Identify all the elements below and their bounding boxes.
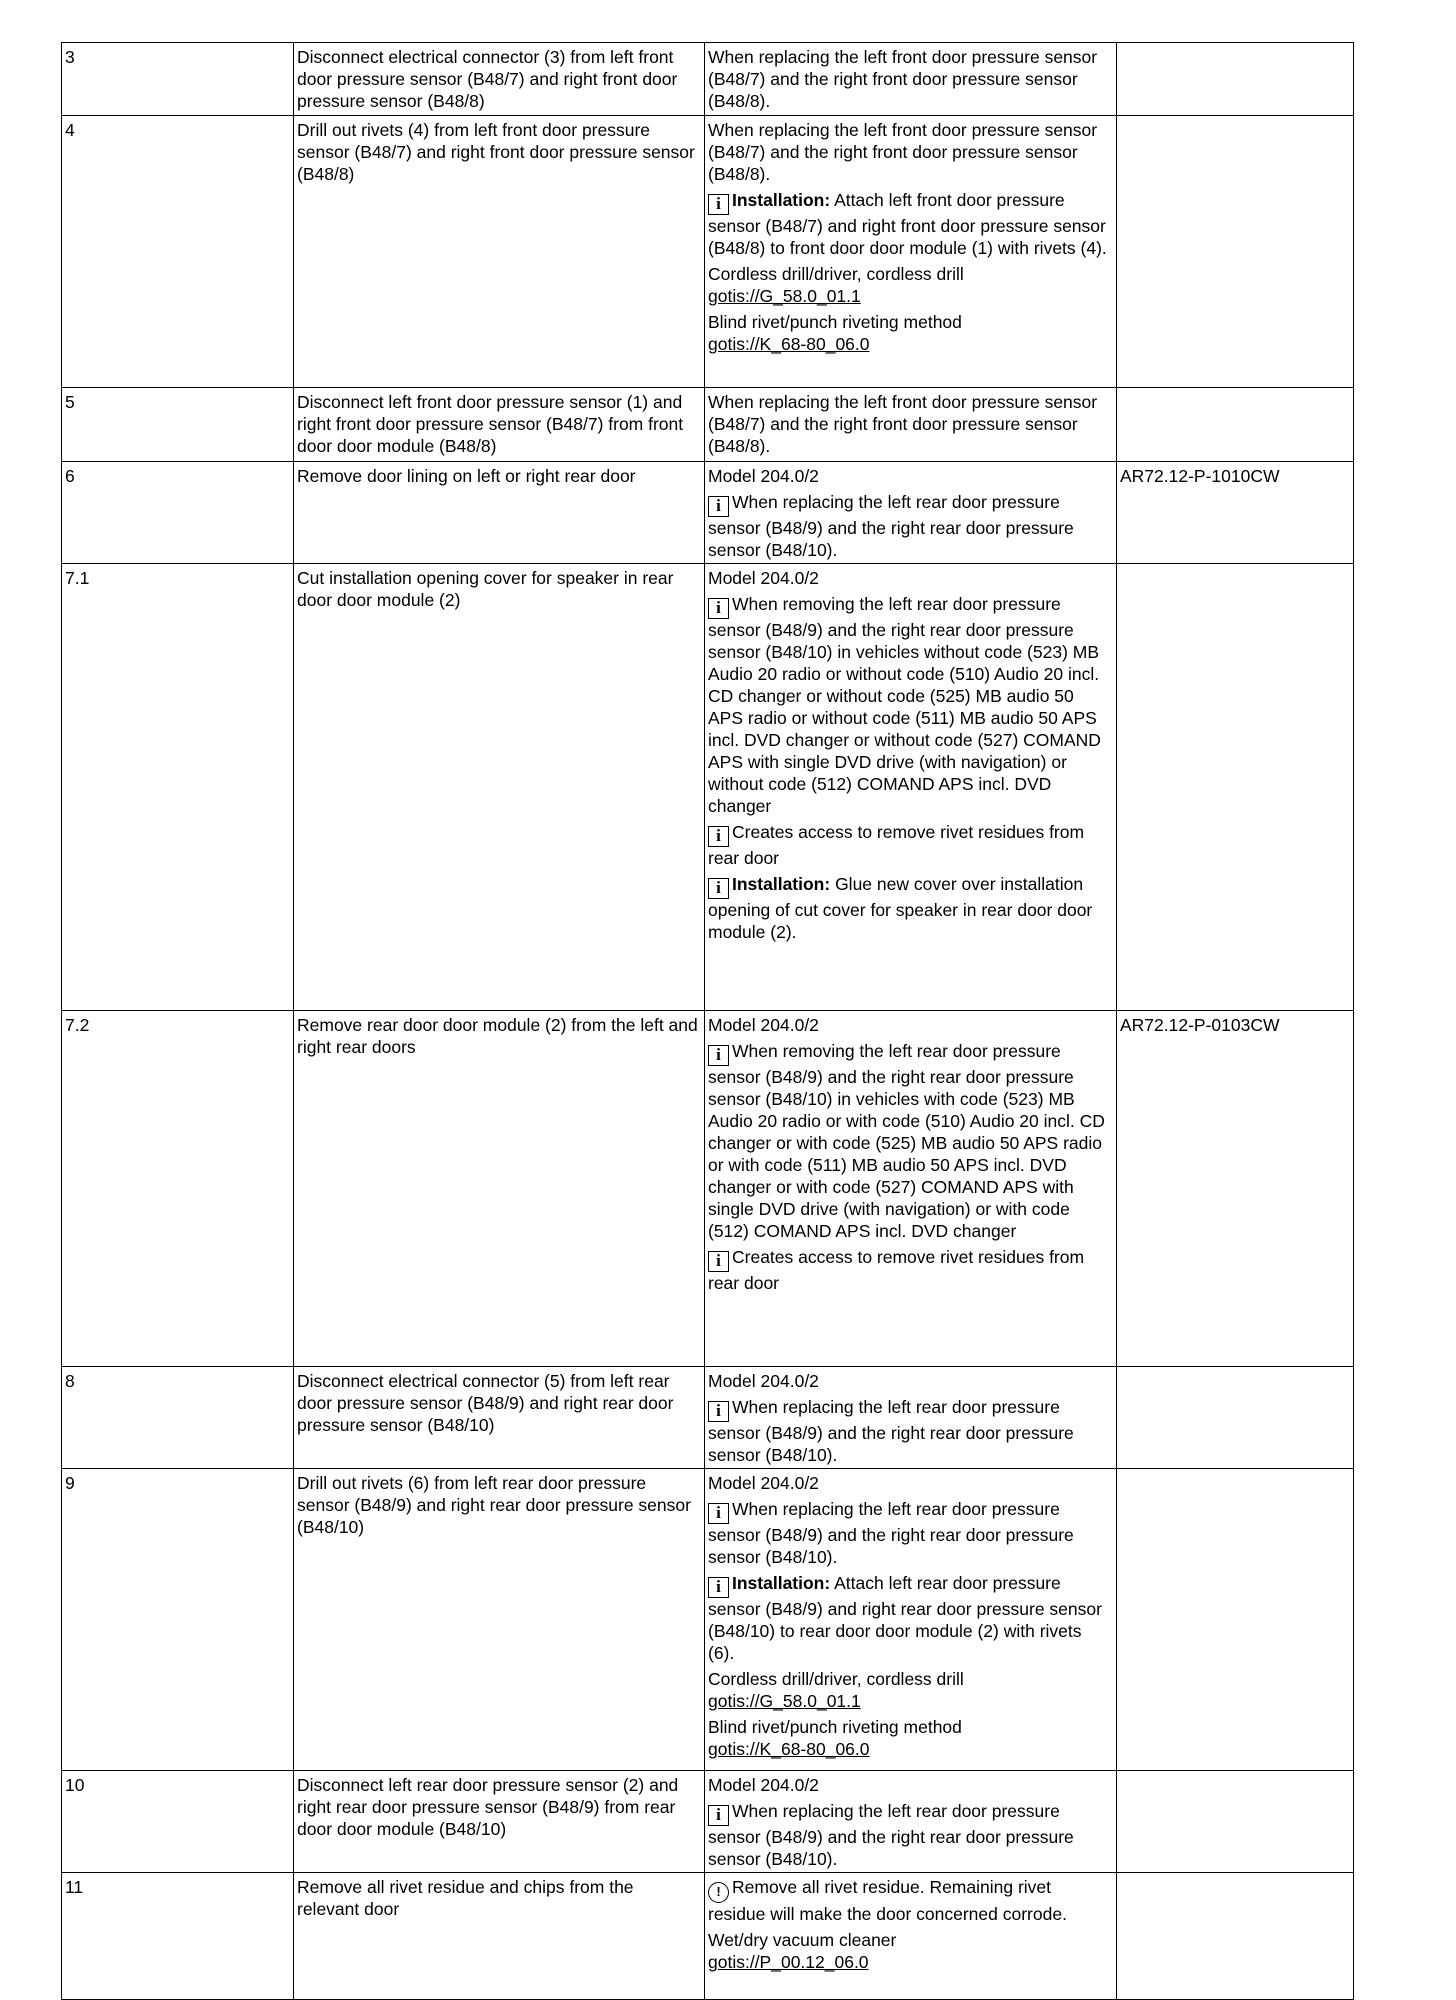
note-text: Remove all rivet residue. Remaining rivet residue will make the door concerned corrode. (708, 1877, 1067, 1924)
info-icon: i (708, 598, 729, 619)
info-icon: i (708, 1805, 729, 1826)
info-icon: i (708, 826, 729, 847)
step-number: 5 (62, 388, 294, 462)
step-number: 10 (62, 1771, 294, 1873)
installation-label: Installation: (732, 1573, 831, 1593)
note-info (708, 1396, 1111, 1466)
step-notes (705, 462, 1117, 564)
note-tool (708, 1716, 1111, 1760)
tool-link[interactable]: gotis://P_00.12_06.0 (708, 1952, 869, 1972)
note-text: When replacing the left rear door pressure sensor (B48/9) and the right rear door pressure sensor (B48/10). (708, 1397, 1074, 1465)
step-number: 4 (62, 116, 294, 388)
note-warn (708, 1876, 1111, 1925)
note-text: Model 204.0/2 (708, 1775, 819, 1795)
step-action: Cut installation opening cover for speaker in rear door door module (2) (294, 564, 705, 1011)
step-action: Drill out rivets (6) from left rear door pressure sensor (B48/9) and right rear door pressure sensor (B48/10) (294, 1469, 705, 1771)
tool-name: Wet/dry vacuum cleaner (708, 1930, 897, 1950)
step-action: Disconnect left front door pressure sensor (1) and right front door pressure sensor (B48/7) from front door door module (B48/8) (294, 388, 705, 462)
step-notes (705, 1873, 1117, 2000)
step-reference (1117, 116, 1354, 388)
note-text: When removing the left rear door pressure sensor (B48/9) and the right rear door pressure sensor (B48/10) in vehicles without code (523) MB Audio 20 radio or without code (510) Audio 20 incl. CD changer or without code (525) MB audio 50 APS radio or without code (511) MB audio 50 APS incl. DVD changer or without code (527) COMAND APS with single DVD drive (with navigation) or without code (512) COMAND APS incl. DVD changer (708, 594, 1101, 816)
note-info (708, 491, 1111, 561)
step-reference (1117, 1367, 1354, 1469)
note-info (708, 593, 1111, 817)
note-text: When replacing the left rear door pressure sensor (B48/9) and the right rear door pressure sensor (B48/10). (708, 1499, 1074, 1567)
step-reference (1117, 564, 1354, 1011)
note-text: When replacing the left rear door pressure sensor (B48/9) and the right rear door pressure sensor (B48/10). (708, 1801, 1074, 1869)
step-notes (705, 564, 1117, 1011)
note-info (708, 873, 1111, 943)
step-reference (1117, 1771, 1354, 1873)
note-info (708, 1040, 1111, 1242)
procedure-table (61, 42, 1354, 2000)
note-text: When replacing the left front door pressure sensor (B48/7) and the right front door pressure sensor (B48/8). (708, 120, 1098, 184)
info-icon: i (708, 1577, 729, 1598)
note-text: When replacing the left rear door pressure sensor (B48/9) and the right rear door pressure sensor (B48/10). (708, 492, 1074, 560)
note-text: Model 204.0/2 (708, 466, 819, 486)
step-reference: AR72.12-P-1010CW (1117, 462, 1354, 564)
info-icon: i (708, 1503, 729, 1524)
step-reference (1117, 1469, 1354, 1771)
step-notes (705, 1011, 1117, 1367)
step-number: 9 (62, 1469, 294, 1771)
note-text: Model 204.0/2 (708, 568, 819, 588)
step-reference (1117, 388, 1354, 462)
note-text: When replacing the left front door pressure sensor (B48/7) and the right front door pressure sensor (B48/8). (708, 47, 1098, 111)
table-row (62, 43, 1354, 116)
note-text: Creates access to remove rivet residues from rear door (708, 1247, 1085, 1293)
tool-link[interactable]: gotis://G_58.0_01.1 (708, 1691, 861, 1711)
step-number: 8 (62, 1367, 294, 1469)
info-icon: i (708, 194, 729, 215)
step-notes (705, 43, 1117, 116)
note-text: Model 204.0/2 (708, 1473, 819, 1493)
step-reference (1117, 43, 1354, 116)
tool-name: Blind rivet/punch riveting method (708, 312, 962, 332)
table-row (62, 1771, 1354, 1873)
note-text: Attach left rear door pressure sensor (B48/9) and right rear door pressure sensor (B48/10) to rear door door module (2) with rivets (6). (708, 1573, 1102, 1663)
tool-name: Cordless drill/driver, cordless drill (708, 1669, 964, 1689)
tool-link[interactable]: gotis://K_68-80_06.0 (708, 334, 870, 354)
note-text: Model 204.0/2 (708, 1015, 819, 1035)
installation-label: Installation: (732, 190, 831, 210)
step-action: Disconnect electrical connector (3) from left front door pressure sensor (B48/7) and right front door pressure sensor (B48/8) (294, 43, 705, 116)
table-row (62, 116, 1354, 388)
note-info (708, 1800, 1111, 1870)
step-notes (705, 1469, 1117, 1771)
info-icon: i (708, 496, 729, 517)
step-notes (705, 388, 1117, 462)
installation-label: Installation: (732, 874, 831, 894)
table-row (62, 1367, 1354, 1469)
table-row (62, 462, 1354, 564)
note-tool (708, 263, 1111, 307)
step-reference: AR72.12-P-0103CW (1117, 1011, 1354, 1367)
note-info (708, 1498, 1111, 1568)
warning-icon: ! (708, 1882, 729, 1903)
step-number: 11 (62, 1873, 294, 2000)
note-text: Attach left front door pressure sensor (B48/7) and right front door pressure sensor (B48/8) to front door door module (1) with rivets (4). (708, 190, 1107, 258)
note-tool (708, 1668, 1111, 1712)
step-number: 7.2 (62, 1011, 294, 1367)
step-notes (705, 116, 1117, 388)
note-text: Model 204.0/2 (708, 1371, 819, 1391)
info-icon: i (708, 1251, 729, 1272)
tool-link[interactable]: gotis://K_68-80_06.0 (708, 1739, 870, 1759)
table-row (62, 388, 1354, 462)
step-action: Disconnect left rear door pressure sensor (2) and right rear door pressure sensor (B48/9) from rear door door module (B48/10) (294, 1771, 705, 1873)
step-action: Remove rear door door module (2) from the left and right rear doors (294, 1011, 705, 1367)
step-number: 7.1 (62, 564, 294, 1011)
note-text: When replacing the left front door pressure sensor (B48/7) and the right front door pressure sensor (B48/8). (708, 392, 1098, 456)
note-tool (708, 311, 1111, 355)
tool-link[interactable]: gotis://G_58.0_01.1 (708, 286, 861, 306)
procedure-rows (62, 43, 1354, 2000)
note-info (708, 189, 1111, 259)
step-number: 3 (62, 43, 294, 116)
step-reference (1117, 1873, 1354, 2000)
note-info (708, 1572, 1111, 1664)
info-icon: i (708, 1401, 729, 1422)
step-action: Remove all rivet residue and chips from the relevant door (294, 1873, 705, 2000)
tool-name: Blind rivet/punch riveting method (708, 1717, 962, 1737)
step-action: Drill out rivets (4) from left front door pressure sensor (B48/7) and right front door pressure sensor (B48/8) (294, 116, 705, 388)
note-text: When removing the left rear door pressure sensor (B48/9) and the right rear door pressure sensor (B48/10) in vehicles with code (523) MB Audio 20 radio or with code (510) Audio 20 incl. CD changer or with code (525) MB audio 50 APS radio or with code (511) MB audio 50 APS incl. DVD changer or with code (527) COMAND APS with single DVD drive (with navigation) or with code (512) COMAND APS incl. DVD changer (708, 1041, 1105, 1241)
note-text: Creates access to remove rivet residues from rear door (708, 822, 1085, 868)
tool-name: Cordless drill/driver, cordless drill (708, 264, 964, 284)
table-row (62, 564, 1354, 1011)
note-text: Glue new cover over installation opening of cut cover for speaker in rear door door module (2). (708, 874, 1093, 942)
note-info (708, 821, 1111, 869)
table-row (62, 1011, 1354, 1367)
step-notes (705, 1367, 1117, 1469)
step-action: Disconnect electrical connector (5) from left rear door pressure sensor (B48/9) and right rear door pressure sensor (B48/10) (294, 1367, 705, 1469)
table-row (62, 1469, 1354, 1771)
note-info (708, 1246, 1111, 1294)
step-notes (705, 1771, 1117, 1873)
table-row (62, 1873, 1354, 2000)
step-number: 6 (62, 462, 294, 564)
note-tool (708, 1929, 1111, 1973)
step-action: Remove door lining on left or right rear door (294, 462, 705, 564)
info-icon: i (708, 1045, 729, 1066)
info-icon: i (708, 878, 729, 899)
